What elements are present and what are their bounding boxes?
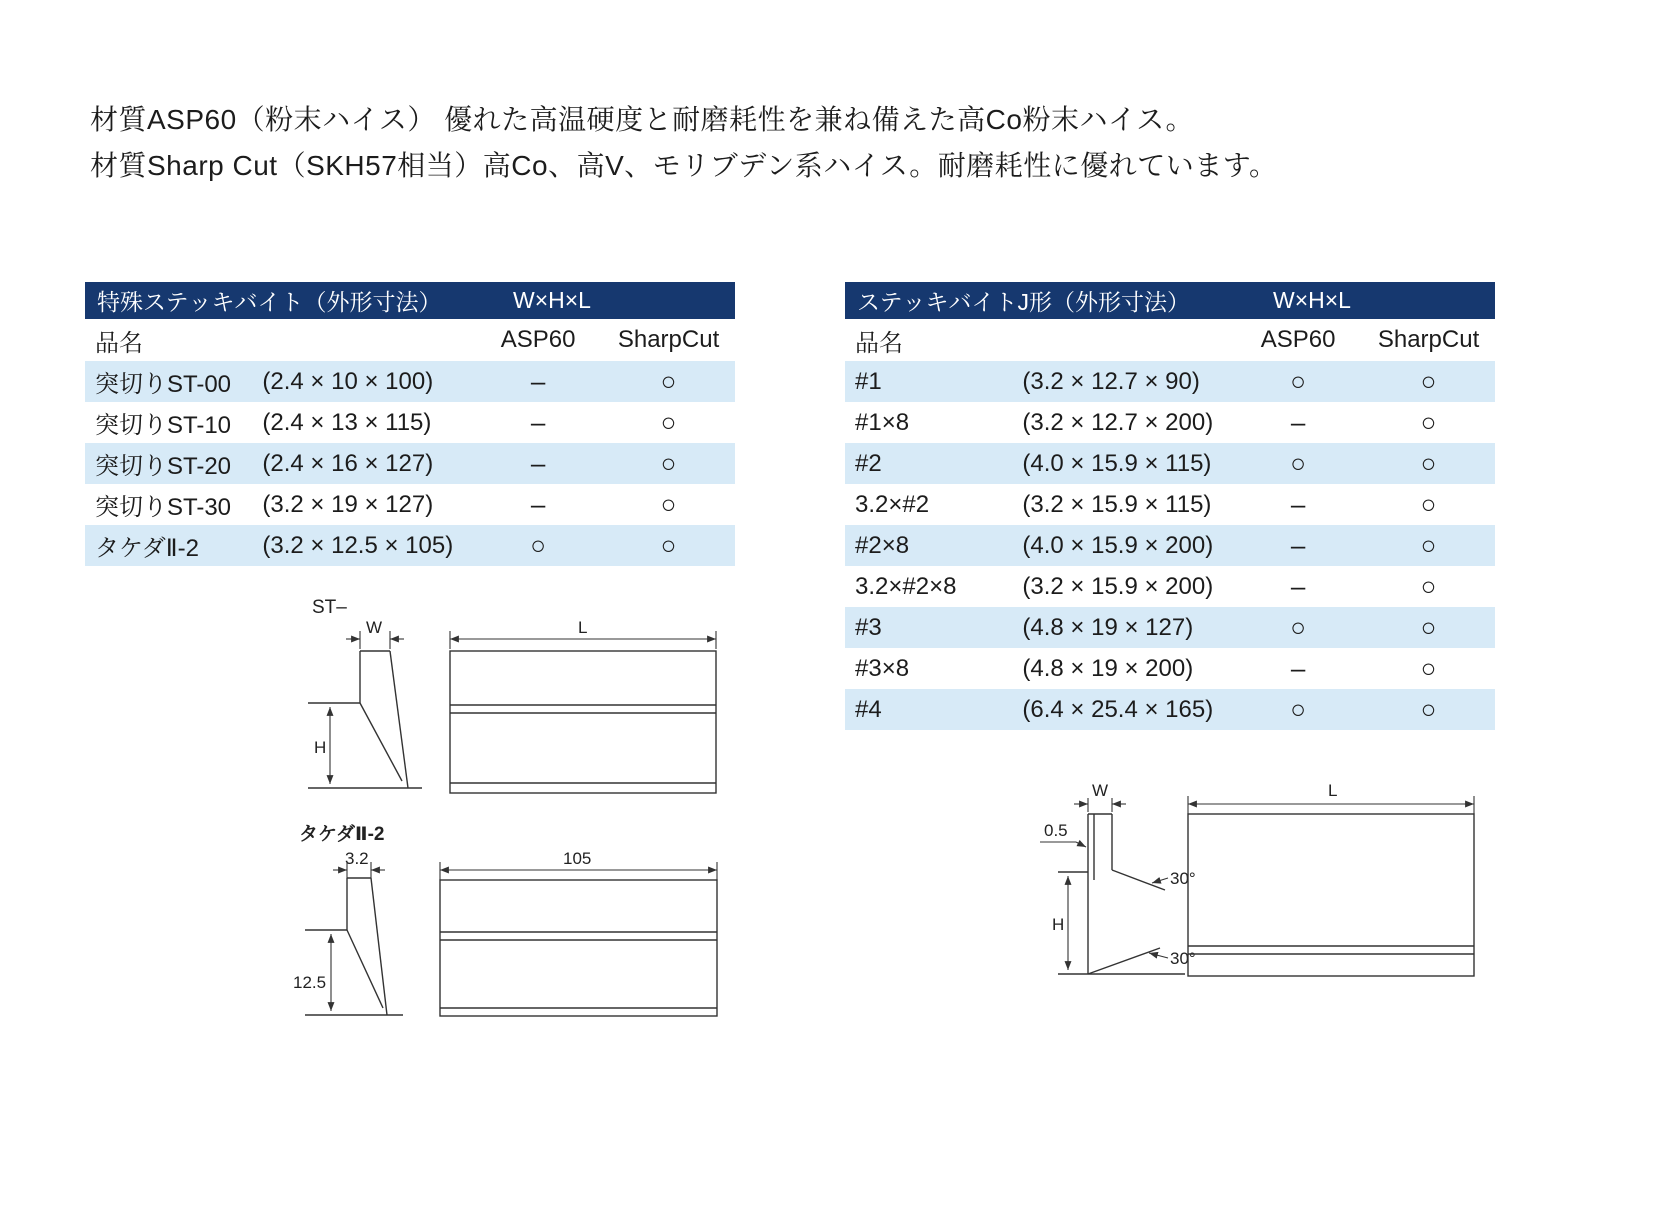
product-name: 突切りST-10 xyxy=(95,412,232,439)
column-header-row xyxy=(845,319,1495,361)
j-type-stick-bite-table xyxy=(845,282,1495,730)
takeda-w-dimension xyxy=(333,849,385,878)
product-dims: (3.2 × 12.5 × 105) xyxy=(262,531,454,559)
takeda-l-dimension xyxy=(440,849,717,880)
table-title-bar xyxy=(85,282,735,319)
asp60-mark: – xyxy=(530,366,546,396)
takeda-l-dimension-label: 105 xyxy=(563,849,592,868)
st-side-view xyxy=(450,651,716,793)
product-name: 3.2×#2 xyxy=(855,490,930,518)
sharpcut-mark: ○ xyxy=(1420,407,1437,437)
col-product-name: 品名 xyxy=(95,329,143,357)
sharpcut-mark: ○ xyxy=(1420,612,1437,642)
product-name: 突切りST-00 xyxy=(95,371,232,398)
table-row xyxy=(845,648,1495,689)
j-side-view xyxy=(1188,814,1474,976)
j-offset-dimension-label: 0.5 xyxy=(1044,821,1068,840)
asp60-mark: – xyxy=(1290,530,1306,560)
table-title-bar xyxy=(845,282,1495,319)
col-sharpcut: SharpCut xyxy=(617,326,720,353)
j-angle-top xyxy=(1152,869,1196,888)
takeda-diagram-label: タケダⅡ-2 xyxy=(299,824,385,845)
intro-line-asp60: 材質ASP60（粉末ハイス） 優れた高温硬度と耐磨耗性を兼ね備えた高Co粉末ハイス。 xyxy=(90,104,1195,135)
table-row xyxy=(845,566,1495,607)
sharpcut-mark: ○ xyxy=(660,530,677,560)
product-dims: (6.4 × 25.4 × 165) xyxy=(1022,695,1214,723)
col-asp60: ASP60 xyxy=(500,326,576,353)
table-title: 特殊ステッキバイト（外形寸法） xyxy=(97,289,442,315)
product-dims: (3.2 × 15.9 × 115) xyxy=(1022,490,1212,518)
st-l-dimension-label: L xyxy=(578,618,588,637)
col-product-name: 品名 xyxy=(855,329,903,357)
product-name: #1×8 xyxy=(855,408,910,436)
table-row xyxy=(85,402,735,443)
product-dims: (4.0 × 15.9 × 200) xyxy=(1022,531,1214,559)
sharpcut-mark: ○ xyxy=(660,366,677,396)
j-h-dimension-label: H xyxy=(1052,915,1065,934)
sharpcut-mark: ○ xyxy=(1420,694,1437,724)
product-dims: (3.2 × 19 × 127) xyxy=(262,490,434,518)
product-name: 突切りST-20 xyxy=(95,453,232,480)
asp60-mark: ○ xyxy=(1290,694,1306,724)
j-w-dimension-label: W xyxy=(1092,781,1109,800)
st-h-dimension-label: H xyxy=(314,738,327,757)
asp60-mark: – xyxy=(530,407,546,437)
product-dims: (2.4 × 16 × 127) xyxy=(262,449,434,477)
col-asp60: ASP60 xyxy=(1260,326,1336,353)
size-label: W×H×L xyxy=(513,287,591,313)
table-row xyxy=(845,525,1495,566)
asp60-mark: – xyxy=(1290,571,1306,601)
col-sharpcut: SharpCut xyxy=(1377,326,1480,353)
table-row xyxy=(845,484,1495,525)
table-row xyxy=(845,443,1495,484)
table-row xyxy=(845,402,1495,443)
product-name: #3×8 xyxy=(855,654,910,682)
takeda-technical-drawing xyxy=(285,818,735,1033)
st-l-dimension xyxy=(450,618,716,649)
sharpcut-mark: ○ xyxy=(1420,366,1437,396)
j-w-dimension xyxy=(1074,781,1126,812)
material-description xyxy=(90,97,1278,189)
asp60-mark: – xyxy=(1290,653,1306,683)
sharpcut-mark: ○ xyxy=(660,489,677,519)
j-offset-dimension xyxy=(1040,821,1086,847)
product-dims: (4.8 × 19 × 127) xyxy=(1022,613,1194,641)
takeda-cross-section xyxy=(305,878,403,1015)
asp60-mark: ○ xyxy=(530,530,546,560)
product-name: 3.2×#2×8 xyxy=(855,572,957,600)
product-dims: (4.0 × 15.9 × 115) xyxy=(1022,449,1212,477)
table-title: ステッキバイトJ形（外形寸法） xyxy=(857,289,1191,315)
st-w-dimension xyxy=(346,618,404,649)
product-name: #2 xyxy=(855,449,882,477)
sharpcut-mark: ○ xyxy=(1420,571,1437,601)
product-name: #1 xyxy=(855,367,882,395)
table-row xyxy=(845,361,1495,402)
asp60-mark: ○ xyxy=(1290,448,1306,478)
st-w-dimension-label: W xyxy=(366,618,383,637)
j-h-dimension xyxy=(1052,876,1068,970)
asp60-mark: – xyxy=(530,489,546,519)
product-dims: (3.2 × 12.7 × 200) xyxy=(1022,408,1214,436)
product-dims: (4.8 × 19 × 200) xyxy=(1022,654,1194,682)
takeda-h-dimension-label: 12.5 xyxy=(293,973,327,992)
intro-line-sharpcut: 材質Sharp Cut（SKH57相当）高Co、高V、モリブデン系ハイス。耐磨耗性に優れています。 xyxy=(90,150,1278,181)
product-name: #2×8 xyxy=(855,531,910,559)
asp60-mark: – xyxy=(1290,407,1306,437)
j-l-dimension xyxy=(1188,781,1474,814)
table-row xyxy=(85,361,735,402)
asp60-mark: – xyxy=(530,448,546,478)
j-type-technical-drawing xyxy=(1030,780,1495,1000)
j-l-dimension-label: L xyxy=(1328,781,1338,800)
asp60-mark: – xyxy=(1290,489,1306,519)
size-label: W×H×L xyxy=(1273,287,1351,313)
asp60-mark: ○ xyxy=(1290,366,1306,396)
sharpcut-mark: ○ xyxy=(660,407,677,437)
special-stick-bite-table xyxy=(85,282,735,566)
j-angle-bottom xyxy=(1149,949,1196,968)
takeda-h-dimension xyxy=(293,934,331,1011)
table-row xyxy=(85,525,735,566)
table-row xyxy=(845,689,1495,730)
product-dims: (2.4 × 13 × 115) xyxy=(262,408,432,436)
st-technical-drawing xyxy=(290,593,730,808)
takeda-side-view xyxy=(440,880,717,1016)
product-name: 突切りST-30 xyxy=(95,494,232,521)
st-cross-section xyxy=(308,651,422,788)
sharpcut-mark: ○ xyxy=(1420,653,1437,683)
product-dims: (3.2 × 15.9 × 200) xyxy=(1022,572,1214,600)
product-dims: (3.2 × 12.7 × 90) xyxy=(1022,367,1200,395)
column-header-row xyxy=(85,319,735,361)
product-name: タケダⅡ-2 xyxy=(95,535,199,562)
sharpcut-mark: ○ xyxy=(1420,448,1437,478)
product-name: #3 xyxy=(855,613,882,641)
table-row xyxy=(845,607,1495,648)
j-angle-bottom-label: 30° xyxy=(1170,949,1196,968)
takeda-w-dimension-label: 3.2 xyxy=(345,849,369,868)
table-row xyxy=(85,484,735,525)
j-angle-top-label: 30° xyxy=(1170,869,1196,888)
st-h-dimension xyxy=(314,707,330,784)
table-row xyxy=(85,443,735,484)
product-dims: (2.4 × 10 × 100) xyxy=(262,367,434,395)
st-diagram-label: ST– xyxy=(312,597,347,618)
sharpcut-mark: ○ xyxy=(1420,530,1437,560)
sharpcut-mark: ○ xyxy=(660,448,677,478)
sharpcut-mark: ○ xyxy=(1420,489,1437,519)
j-cross-section xyxy=(1058,814,1185,974)
asp60-mark: ○ xyxy=(1290,612,1306,642)
product-name: #4 xyxy=(855,695,882,723)
